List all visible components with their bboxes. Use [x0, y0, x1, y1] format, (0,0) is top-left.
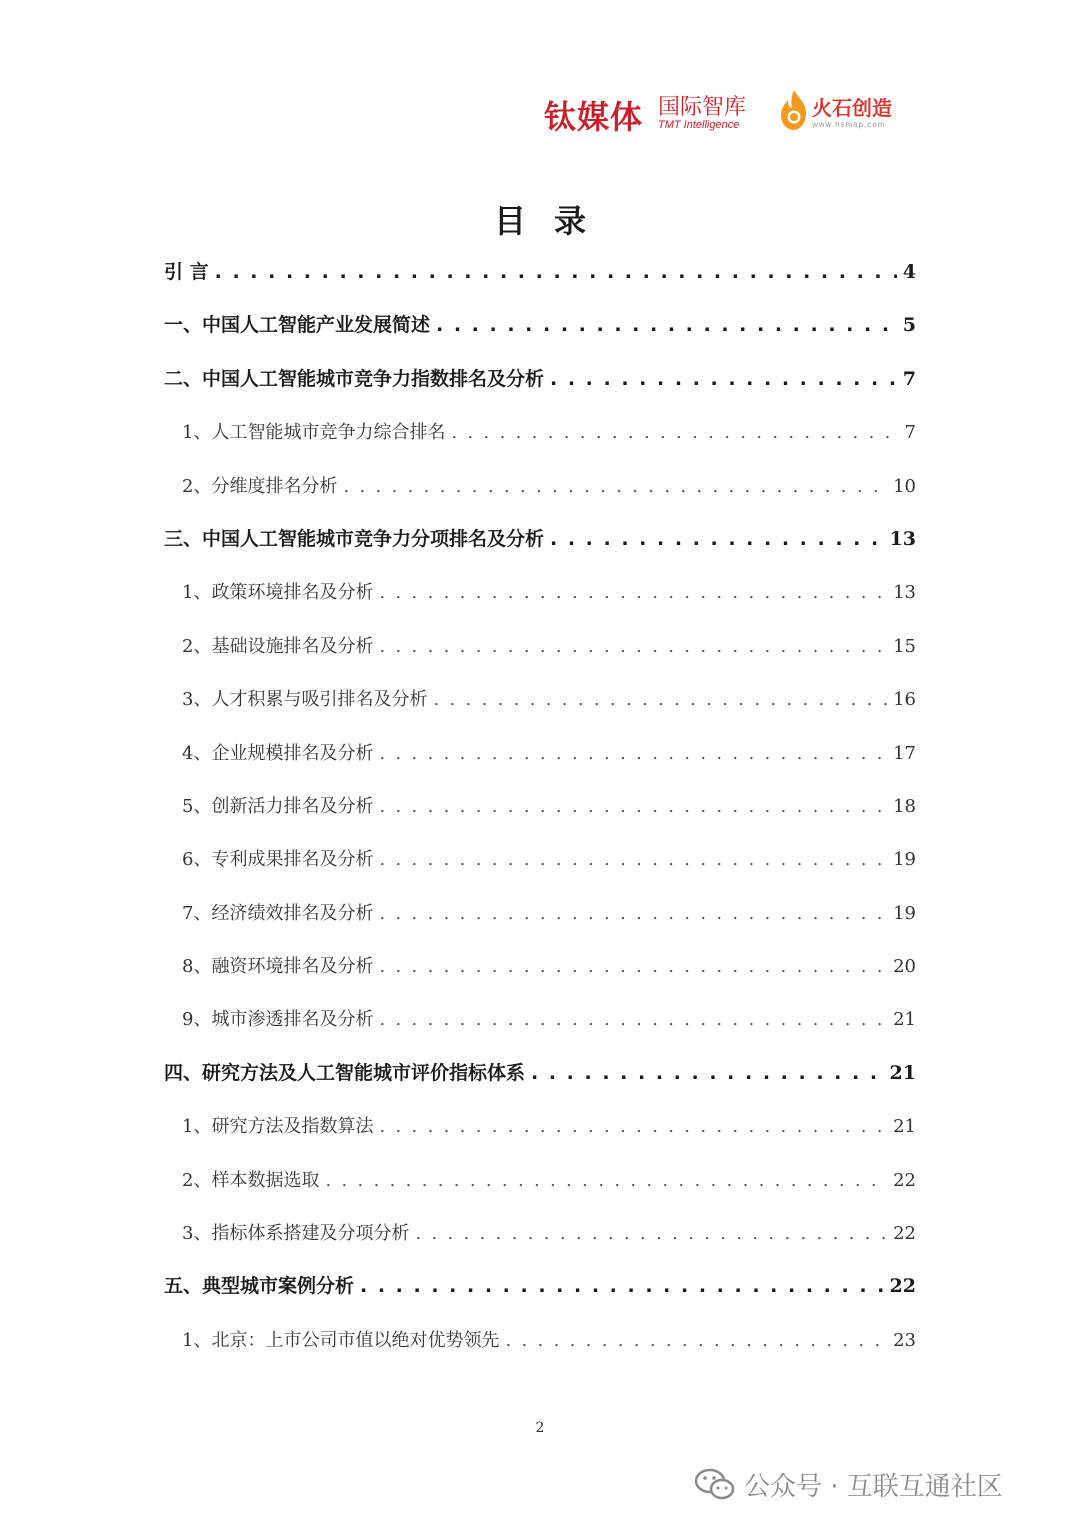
toc-page-number: 20: [893, 956, 916, 978]
toc-label: 2、分维度排名分析: [182, 475, 338, 497]
toc-page-number: 22: [893, 1169, 916, 1191]
toc-leader-dots: [379, 887, 887, 940]
toc-page-number: 4: [902, 261, 916, 283]
toc-leader-dots: [343, 460, 887, 513]
toc-label: 一、中国人工智能产业发展简述: [164, 314, 431, 337]
toc-label: 3、指标体系搭建及分项分析: [182, 1223, 410, 1245]
toc-page-number: 21: [893, 1009, 916, 1031]
toc-section[interactable]: [164, 1207, 916, 1260]
toc-section[interactable]: [164, 1100, 916, 1153]
toc-chapter[interactable]: [164, 1260, 916, 1313]
toc-page-number: 22: [889, 1275, 916, 1298]
toc-leader-dots: [379, 620, 887, 673]
toc-chapter[interactable]: [164, 353, 916, 406]
toc-leader-dots: [436, 299, 897, 352]
toc-page-number: 5: [902, 314, 916, 337]
toc-page-number: 13: [893, 582, 916, 604]
toc-chapter[interactable]: [164, 1047, 916, 1100]
huoshi-logo: 火石创造: [812, 96, 892, 120]
toc-section[interactable]: [164, 566, 916, 619]
toc-leader-dots: [379, 727, 887, 780]
toc-label: 四、研究方法及人工智能城市评价指标体系: [164, 1061, 526, 1084]
toc-section[interactable]: [164, 993, 916, 1046]
toc-page-number: 16: [893, 689, 916, 711]
toc-page-number: 21: [889, 1061, 916, 1084]
toc-label: 5、创新活力排名及分析: [182, 795, 374, 817]
flame-icon: [776, 88, 812, 132]
wechat-icon: [694, 1466, 736, 1502]
toc-label: 9、城市渗透排名及分析: [182, 1009, 374, 1031]
toc-leader-dots: [379, 940, 887, 993]
toc-section[interactable]: [164, 727, 916, 780]
toc-label: 五、典型城市案例分析: [164, 1275, 355, 1298]
toc-leader-dots: [360, 1260, 884, 1313]
toc-leader-dots: [379, 780, 887, 833]
toc-label: 4、企业规模排名及分析: [182, 742, 374, 764]
toc-leader-dots: [550, 353, 897, 406]
huoshi-url: www.hsmap.com: [812, 120, 886, 129]
toc-label: 二、中国人工智能城市竞争力指数排名及分析: [164, 367, 545, 390]
toc-page-number: 17: [893, 742, 916, 764]
toc-leader-dots: [550, 513, 884, 566]
toc-leader-dots: [451, 406, 898, 459]
toc-section[interactable]: [164, 460, 916, 513]
toc-section[interactable]: [164, 406, 916, 459]
toc-label: 3、人才积累与吸引排名及分析: [182, 689, 428, 711]
toc-page-number: 21: [893, 1116, 916, 1138]
toc-leader-dots: [379, 833, 887, 886]
toc-label: 引 言: [164, 261, 209, 283]
toc-page-number: 7: [902, 367, 916, 390]
toc-section[interactable]: [164, 1314, 916, 1367]
toc-leader-dots: [215, 246, 897, 299]
toc-label: 1、研究方法及指数算法: [182, 1116, 374, 1138]
toc-label: 2、基础设施排名及分析: [182, 635, 374, 657]
toc-section[interactable]: [164, 833, 916, 886]
toc-leader-dots: [325, 1154, 887, 1207]
toc-chapter[interactable]: [164, 299, 916, 352]
watermark-text: 公众号 · 互联互通社区: [744, 1471, 1003, 1502]
toc-page-number: 19: [893, 849, 916, 871]
toc-page-number: 18: [893, 795, 916, 817]
toc-leader-dots: [505, 1314, 887, 1367]
toc-page-number: 22: [893, 1223, 916, 1245]
toc-section[interactable]: [164, 1154, 916, 1207]
toc-label: 2、样本数据选取: [182, 1169, 320, 1191]
toc-page-number: 23: [893, 1329, 916, 1351]
toc-chapter[interactable]: [164, 513, 916, 566]
toc-section[interactable]: [164, 780, 916, 833]
toc-page-number: 7: [904, 422, 916, 444]
toc-leader-dots: [433, 673, 887, 726]
page-number: 2: [535, 1420, 545, 1436]
toc-leader-dots: [379, 1100, 887, 1153]
toc-section[interactable]: [164, 940, 916, 993]
header-logos: [544, 84, 904, 140]
table-of-contents: [164, 246, 916, 1367]
toc-section[interactable]: [164, 673, 916, 726]
tmt-subtitle: [658, 90, 746, 131]
toc-label: 三、中国人工智能城市竞争力分项排名及分析: [164, 527, 545, 550]
toc-leader-dots: [415, 1207, 887, 1260]
tmt-think-tank: 国际智库: [658, 95, 747, 120]
toc-chapter[interactable]: [164, 246, 916, 299]
page-title: 目录: [493, 202, 614, 240]
toc-section[interactable]: [164, 887, 916, 940]
tmt-english: TMT Intelligence: [658, 119, 740, 131]
toc-leader-dots: [379, 993, 887, 1046]
toc-page-number: 10: [893, 475, 916, 497]
toc-page-number: 13: [889, 527, 916, 550]
toc-leader-dots: [531, 1047, 884, 1100]
toc-section[interactable]: [164, 620, 916, 673]
toc-page-number: 15: [893, 635, 916, 657]
toc-page-number: 19: [893, 902, 916, 924]
toc-label: 1、政策环境排名及分析: [182, 582, 374, 604]
toc-label: 1、人工智能城市竞争力综合排名: [182, 422, 446, 444]
toc-leader-dots: [379, 566, 887, 619]
toc-label: 6、专利成果排名及分析: [182, 849, 374, 871]
toc-label: 8、融资环境排名及分析: [182, 956, 374, 978]
watermark: [694, 1462, 1003, 1506]
tmt-logo: 钛媒体: [544, 98, 644, 136]
toc-label: 1、北京：上市公司市值以绝对优势领先: [182, 1329, 500, 1351]
toc-label: 7、经济绩效排名及分析: [182, 902, 374, 924]
